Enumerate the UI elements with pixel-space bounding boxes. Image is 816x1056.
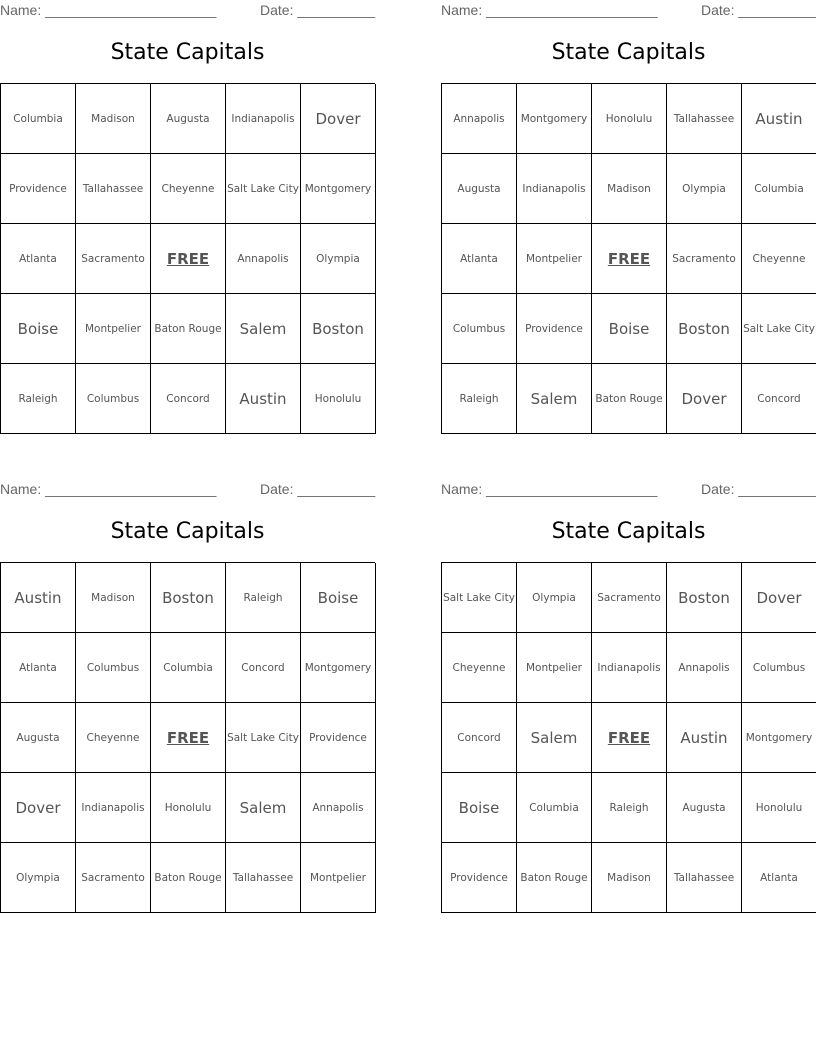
- bingo-cell: Columbia: [742, 154, 816, 224]
- free-space-cell: FREE: [151, 703, 226, 773]
- bingo-cell: Olympia: [667, 154, 742, 224]
- bingo-cell: Providence: [517, 294, 592, 364]
- bingo-cell: Tallahassee: [667, 84, 742, 154]
- bingo-cell: Boston: [301, 294, 376, 364]
- bingo-cell: Boise: [442, 773, 517, 843]
- bingo-cell: Salem: [517, 364, 592, 434]
- bingo-cell: Sacramento: [76, 843, 151, 913]
- bingo-cell: Honolulu: [151, 773, 226, 843]
- bingo-cell: Annapolis: [301, 773, 376, 843]
- date-blank: __________: [738, 481, 816, 497]
- bingo-cell: Columbus: [442, 294, 517, 364]
- date-label: Date:: [701, 481, 735, 497]
- bingo-cell: Sacramento: [592, 563, 667, 633]
- bingo-card-3: [0, 479, 375, 914]
- bingo-cell: Dover: [301, 84, 376, 154]
- name-blank: ______________________: [486, 481, 658, 497]
- bingo-cell: Salem: [517, 703, 592, 773]
- bingo-cell: Honolulu: [301, 364, 376, 434]
- card-title: State Capitals: [110, 519, 265, 544]
- date-label: Date:: [260, 481, 294, 497]
- date-blank: __________: [297, 2, 376, 18]
- bingo-cell: Baton Rouge: [517, 843, 592, 913]
- bingo-cell: Raleigh: [1, 364, 76, 434]
- bingo-cell: Columbia: [1, 84, 76, 154]
- bingo-cell: Atlanta: [1, 633, 76, 703]
- bingo-grid: [0, 562, 375, 913]
- bingo-cell: Boston: [667, 563, 742, 633]
- bingo-cell: Providence: [301, 703, 376, 773]
- bingo-cell: Olympia: [301, 224, 376, 294]
- bingo-cell: Salem: [226, 773, 301, 843]
- name-label: Name:: [0, 2, 42, 18]
- date-line: [260, 481, 375, 497]
- bingo-grid: [441, 83, 816, 434]
- bingo-cell: Indianapolis: [592, 633, 667, 703]
- date-label: Date:: [701, 2, 735, 18]
- bingo-cell: Montpelier: [76, 294, 151, 364]
- bingo-cell: Montgomery: [517, 84, 592, 154]
- bingo-card-4: [441, 479, 816, 914]
- bingo-cell: Columbus: [76, 364, 151, 434]
- date-line: [701, 2, 816, 18]
- bingo-cell: Honolulu: [592, 84, 667, 154]
- bingo-cell: Tallahassee: [226, 843, 301, 913]
- name-blank: ______________________: [45, 2, 217, 18]
- bingo-cell: Dover: [742, 563, 816, 633]
- bingo-cell: Cheyenne: [442, 633, 517, 703]
- bingo-cell: Tallahassee: [76, 154, 151, 224]
- bingo-cell: Salem: [226, 294, 301, 364]
- bingo-cell: Austin: [667, 703, 742, 773]
- bingo-cell: Atlanta: [1, 224, 76, 294]
- bingo-cell: Cheyenne: [742, 224, 816, 294]
- bingo-cell: Cheyenne: [151, 154, 226, 224]
- name-label: Name:: [441, 481, 483, 497]
- name-label: Name:: [441, 2, 483, 18]
- bingo-cell: Salt Lake City: [442, 563, 517, 633]
- bingo-cell: Dover: [1, 773, 76, 843]
- date-line: [701, 481, 816, 497]
- bingo-cell: Annapolis: [667, 633, 742, 703]
- free-space-cell: FREE: [592, 224, 667, 294]
- bingo-cell: Cheyenne: [76, 703, 151, 773]
- bingo-card-1: [0, 0, 375, 435]
- bingo-cell: Salt Lake City: [226, 154, 301, 224]
- date-blank: __________: [297, 481, 376, 497]
- bingo-cell: Sacramento: [667, 224, 742, 294]
- bingo-cell: Montpelier: [517, 633, 592, 703]
- bingo-cell: Concord: [742, 364, 816, 434]
- card-title: State Capitals: [551, 40, 706, 65]
- name-line: [0, 481, 216, 497]
- bingo-cell: Augusta: [151, 84, 226, 154]
- bingo-cell: Sacramento: [76, 224, 151, 294]
- date-label: Date:: [260, 2, 294, 18]
- bingo-cell: Columbus: [742, 633, 816, 703]
- card-title: State Capitals: [110, 40, 265, 65]
- bingo-cell: Montpelier: [517, 224, 592, 294]
- bingo-cell: Columbia: [517, 773, 592, 843]
- bingo-cell: Indianapolis: [226, 84, 301, 154]
- bingo-cell: Concord: [226, 633, 301, 703]
- bingo-cell: Austin: [226, 364, 301, 434]
- bingo-cell: Augusta: [442, 154, 517, 224]
- free-space-cell: FREE: [151, 224, 226, 294]
- bingo-cell: Honolulu: [742, 773, 816, 843]
- bingo-cell: Indianapolis: [76, 773, 151, 843]
- bingo-cell: Boise: [592, 294, 667, 364]
- bingo-cell: Tallahassee: [667, 843, 742, 913]
- bingo-cell: Columbus: [76, 633, 151, 703]
- name-line: [441, 481, 657, 497]
- bingo-cell: Concord: [442, 703, 517, 773]
- bingo-cell: Columbia: [151, 633, 226, 703]
- bingo-card-2: [441, 0, 816, 435]
- bingo-cell: Providence: [1, 154, 76, 224]
- bingo-cell: Montgomery: [742, 703, 816, 773]
- bingo-cell: Austin: [742, 84, 816, 154]
- name-blank: ______________________: [486, 2, 658, 18]
- bingo-cell: Concord: [151, 364, 226, 434]
- bingo-cell: Baton Rouge: [151, 294, 226, 364]
- free-space-cell: FREE: [592, 703, 667, 773]
- bingo-cell: Boston: [667, 294, 742, 364]
- bingo-cell: Boise: [1, 294, 76, 364]
- date-line: [260, 2, 375, 18]
- bingo-cell: Baton Rouge: [592, 364, 667, 434]
- bingo-cell: Madison: [592, 154, 667, 224]
- bingo-cell: Austin: [1, 563, 76, 633]
- bingo-cell: Annapolis: [226, 224, 301, 294]
- bingo-cell: Baton Rouge: [151, 843, 226, 913]
- bingo-cell: Atlanta: [442, 224, 517, 294]
- bingo-cell: Boston: [151, 563, 226, 633]
- bingo-cell: Salt Lake City: [226, 703, 301, 773]
- bingo-cell: Olympia: [1, 843, 76, 913]
- bingo-cell: Augusta: [667, 773, 742, 843]
- bingo-cell: Madison: [76, 563, 151, 633]
- bingo-cell: Dover: [667, 364, 742, 434]
- bingo-cell: Raleigh: [226, 563, 301, 633]
- bingo-cell: Montgomery: [301, 154, 376, 224]
- bingo-cell: Raleigh: [592, 773, 667, 843]
- bingo-cell: Olympia: [517, 563, 592, 633]
- bingo-cell: Salt Lake City: [742, 294, 816, 364]
- name-label: Name:: [0, 481, 42, 497]
- bingo-cell: Raleigh: [442, 364, 517, 434]
- name-line: [441, 2, 657, 18]
- bingo-cell: Atlanta: [742, 843, 816, 913]
- bingo-grid: [441, 562, 816, 913]
- bingo-cell: Montpelier: [301, 843, 376, 913]
- name-line: [0, 2, 216, 18]
- bingo-cell: Boise: [301, 563, 376, 633]
- bingo-cell: Augusta: [1, 703, 76, 773]
- bingo-cell: Providence: [442, 843, 517, 913]
- bingo-cell: Montgomery: [301, 633, 376, 703]
- bingo-cell: Annapolis: [442, 84, 517, 154]
- name-blank: ______________________: [45, 481, 217, 497]
- bingo-cell: Indianapolis: [517, 154, 592, 224]
- bingo-cell: Madison: [76, 84, 151, 154]
- bingo-grid: [0, 83, 375, 434]
- date-blank: __________: [738, 2, 816, 18]
- card-title: State Capitals: [551, 519, 706, 544]
- bingo-cell: Madison: [592, 843, 667, 913]
